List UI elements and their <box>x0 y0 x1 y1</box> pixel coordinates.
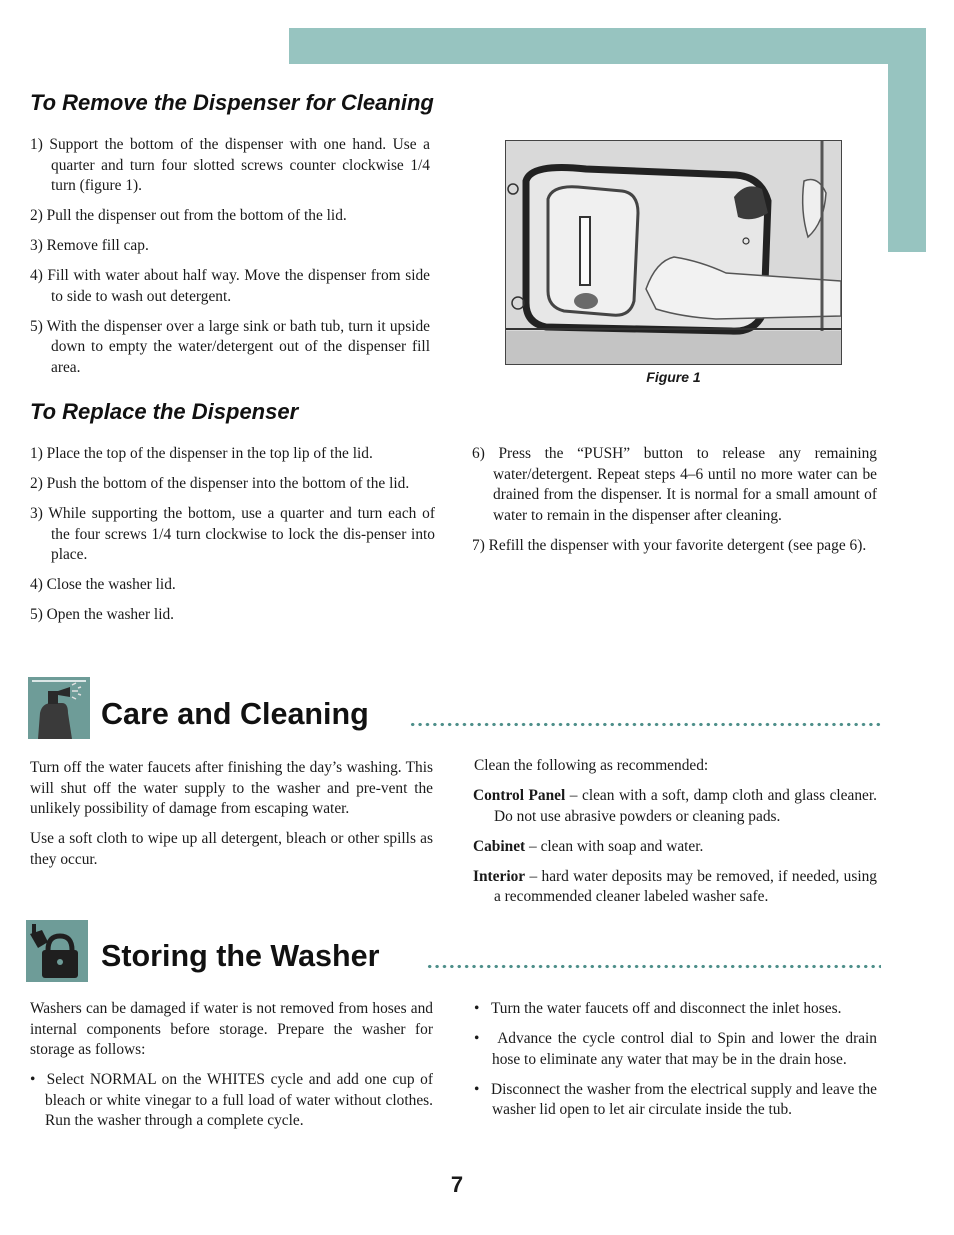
side-tab <box>888 28 926 252</box>
storing-right-text <box>474 999 877 1130</box>
list-item: 5) Open the washer lid. <box>30 606 175 624</box>
list-item: 2) Push the bottom of the dispenser into the bottom of the lid. <box>30 474 410 492</box>
list-item: 2) Pull the dispenser out from the bottom of the lid. <box>30 207 347 225</box>
replace-heading: To Replace the Dispenser <box>30 399 299 424</box>
storing-left-text <box>30 999 433 1141</box>
list-item: 3) Remove fill cap. <box>30 237 149 255</box>
figure-caption: Figure 1 <box>646 369 701 385</box>
bullet-text: Select NORMAL on the WHITES cycle and add one cup of bleach or white vinegar to a full load of water without clothes. Run the washer through a complete cycle. <box>45 1071 433 1130</box>
list-item <box>474 867 877 908</box>
list-item: • Disconnect the washer from the electrical supply and leave the washer lid open to let air circulate inside the tub. <box>474 1080 877 1119</box>
list-item: • Select NORMAL on the WHITES cycle and add one cup of bleach or white vinegar to a full load of water without clothes. Run the washer through a complete cycle. <box>30 1071 433 1130</box>
item-text: – clean with soap and water. <box>525 837 704 855</box>
paragraph: Use a soft cloth to wipe up all detergent, bleach or other spills as they occur. <box>30 830 433 868</box>
replace-steps-right <box>472 444 877 566</box>
list-item <box>474 786 877 827</box>
replace-steps-left <box>30 444 435 635</box>
list-item: • Advance the cycle control dial to Spin and lower the drain hose to eliminate any water that may be in the drain hose. <box>474 1029 878 1068</box>
care-right-text <box>474 756 877 917</box>
item-text: – clean with a soft, damp cloth and glass cleaner. Do not use abrasive powders or cleaning pads. <box>494 786 877 825</box>
list-item: 3) While supporting the bottom, use a quarter and turn each of the four screws 1/4 turn clockwise to lock the dis-penser into place. <box>30 504 435 564</box>
list-item: 5) With the dispenser over a large sink or bath tub, turn it upside down to empty the water/detergent out of the dispenser fill area. <box>30 317 430 376</box>
title-dot-leader <box>426 964 881 969</box>
bullet-text: Turn the water faucets off and disconnect the inlet hoses. <box>490 1000 842 1017</box>
item-term: Cabinet <box>473 837 526 855</box>
list-item: • Turn the water faucets off and disconnect the inlet hoses. <box>474 1000 842 1017</box>
storing-title: Storing the Washer <box>101 939 380 973</box>
remove-heading: To Remove the Dispenser for Cleaning <box>30 90 434 115</box>
spray-bottle-icon <box>28 677 90 739</box>
list-item: 4) Fill with water about half way. Move the dispenser from side to side to wash out detergent. <box>30 267 430 305</box>
paragraph: Clean the following as recommended: <box>474 757 709 774</box>
item-term: Interior <box>473 867 526 885</box>
care-left-text <box>30 758 433 880</box>
list-item: 6) Press the “PUSH” button to release any remaining water/detergent. Repeat steps 4–6 until no more water can be drained from the dispenser. It is normal for a small amount of water to remain in the dispenser after cleaning. <box>472 445 877 524</box>
title-dot-leader <box>409 722 881 727</box>
list-item: 1) Place the top of the dispenser in the top lip of the lid. <box>30 445 373 462</box>
list-item: 4) Close the washer lid. <box>30 576 176 594</box>
bullet-text: Disconnect the washer from the electrical supply and leave the washer lid open to let air circulate inside the tub. <box>490 1080 877 1119</box>
paragraph: Turn off the water faucets after finishing the day’s washing. This will shut off the water supply to the washer and pre-vent the unlikely possibility of damage from escaping water. <box>30 759 433 818</box>
care-title: Care and Cleaning <box>101 697 369 731</box>
page-number: 7 <box>450 1172 464 1197</box>
figure-1-image <box>505 140 842 365</box>
faucet-lock-icon <box>26 920 88 982</box>
paragraph: Washers can be damaged if water is not removed from hoses and internal components before storage. Prepare the washer for storage as follows: <box>30 1000 433 1059</box>
bullet-text: Advance the cycle control dial to Spin and lower the drain hose to eliminate any water that may be in the drain hose. <box>492 1029 878 1068</box>
list-item: 7) Refill the dispenser with your favorite detergent (see page 6). <box>472 536 867 554</box>
header-band <box>289 28 926 64</box>
item-text: – hard water deposits may be removed, if needed, using a recommended cleaner labeled washer safe. <box>494 867 877 906</box>
item-term: Control Panel <box>473 786 566 804</box>
list-item <box>474 837 877 858</box>
remove-steps <box>30 135 430 388</box>
list-item: 1) Support the bottom of the dispenser with one hand. Use a quarter and turn four slotted screws counter clockwise 1/4 turn (figure 1). <box>30 136 430 195</box>
